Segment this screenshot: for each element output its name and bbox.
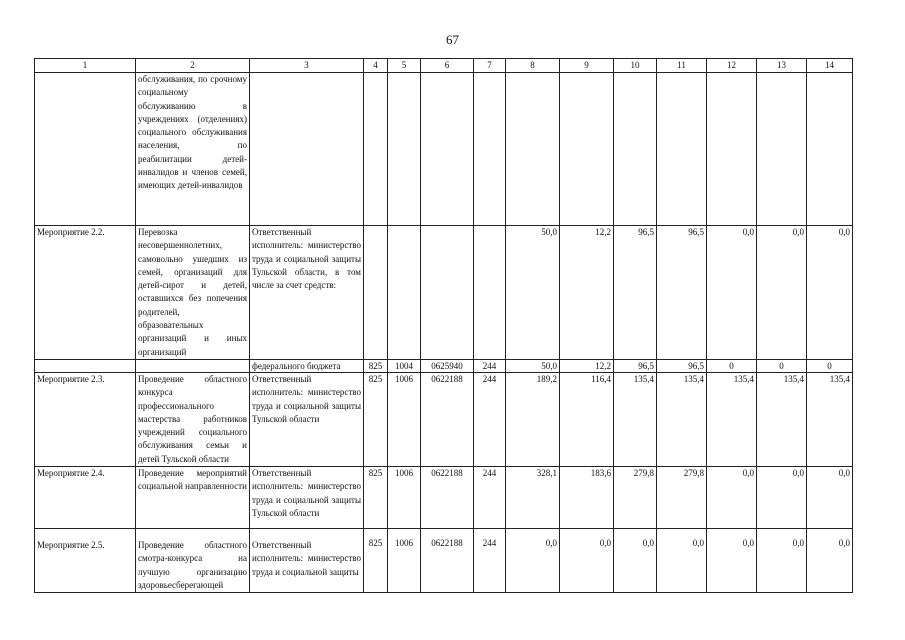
header-row — [35, 59, 853, 73]
value-cell — [560, 73, 614, 226]
code-cell — [474, 73, 506, 226]
event-cell — [35, 360, 136, 373]
table-row — [35, 529, 853, 593]
value-cell: 135,4 — [807, 373, 853, 467]
value-cell: 183,6 — [560, 467, 614, 529]
value-cell: 96,5 — [657, 360, 707, 373]
table-row — [35, 373, 853, 467]
value-cell: 0,0 — [707, 529, 757, 593]
value-cell: 0,0 — [560, 529, 614, 593]
executor-cell — [250, 73, 364, 226]
value-cell: 12,2 — [560, 226, 614, 360]
value-cell: 279,8 — [614, 467, 657, 529]
value-cell: 12,2 — [560, 360, 614, 373]
code-cell: 0622188 — [421, 373, 474, 467]
header-cell: 4 — [364, 59, 388, 73]
header-cell: 12 — [707, 59, 757, 73]
header-cell: 8 — [506, 59, 560, 73]
code-cell — [388, 73, 421, 226]
event-cell: Мероприятие 2.2. — [35, 226, 136, 360]
value-cell: 0,0 — [807, 529, 853, 593]
table-row — [35, 467, 853, 529]
description-cell: Проведение областного смотра-конкурса на лучшую организацию здоровьесберегающей — [136, 529, 250, 593]
table-row — [35, 73, 853, 226]
value-cell — [506, 73, 560, 226]
code-cell: 1006 — [388, 373, 421, 467]
code-cell: 0625940 — [421, 360, 474, 373]
header-cell: 6 — [421, 59, 474, 73]
code-cell — [474, 226, 506, 360]
header-cell: 7 — [474, 59, 506, 73]
header-cell: 14 — [807, 59, 853, 73]
code-cell — [364, 73, 388, 226]
code-cell: 1006 — [388, 467, 421, 529]
code-cell — [421, 226, 474, 360]
value-cell: 50,0 — [506, 360, 560, 373]
code-cell: 825 — [364, 529, 388, 593]
executor-cell: Ответственный исполнитель: министерство труда и социальной защиты — [250, 529, 364, 593]
header-cell: 9 — [560, 59, 614, 73]
code-cell: 0622188 — [421, 529, 474, 593]
value-cell: 135,4 — [614, 373, 657, 467]
code-cell — [364, 226, 388, 360]
value-cell: 0 — [807, 360, 853, 373]
value-cell: 0,0 — [506, 529, 560, 593]
code-cell: 244 — [474, 529, 506, 593]
description-cell — [136, 360, 250, 373]
code-cell: 1004 — [388, 360, 421, 373]
header-cell: 5 — [388, 59, 421, 73]
value-cell: 0,0 — [657, 529, 707, 593]
code-cell — [421, 73, 474, 226]
page-number: 67 — [446, 32, 459, 47]
value-cell: 328,1 — [506, 467, 560, 529]
executor-cell: Ответственный исполнитель: министерство труда и социальной защиты Тульской области — [250, 373, 364, 467]
value-cell: 0,0 — [757, 529, 807, 593]
code-cell: 825 — [364, 360, 388, 373]
code-cell: 1006 — [388, 529, 421, 593]
value-cell — [757, 73, 807, 226]
code-cell: 244 — [474, 360, 506, 373]
code-cell: 244 — [474, 467, 506, 529]
code-cell — [388, 226, 421, 360]
value-cell: 116,4 — [560, 373, 614, 467]
value-cell: 50,0 — [506, 226, 560, 360]
value-cell: 189,2 — [506, 373, 560, 467]
value-cell: 0 — [707, 360, 757, 373]
event-cell: Мероприятие 2.5. — [35, 529, 136, 593]
value-cell: 135,4 — [657, 373, 707, 467]
value-cell: 96,5 — [657, 226, 707, 360]
value-cell: 0,0 — [807, 467, 853, 529]
description-cell: обслуживания, по срочному социальному обслуживанию в учреждениях (отделениях) социального обслуживания населения, по реабилитации детей-инвалидов и членов семей, имеющих детей-инвалидов — [136, 73, 250, 226]
code-cell: 0622188 — [421, 467, 474, 529]
value-cell: 0,0 — [707, 226, 757, 360]
value-cell: 135,4 — [707, 373, 757, 467]
event-cell — [35, 73, 136, 226]
description-cell: Проведение областного конкурса профессионального мастерства работников учреждений социального обслуживания семьи и детей Тульской области — [136, 373, 250, 467]
header-cell: 2 — [136, 59, 250, 73]
value-cell: 0,0 — [757, 467, 807, 529]
value-cell: 135,4 — [757, 373, 807, 467]
value-cell — [807, 73, 853, 226]
code-cell: 825 — [364, 467, 388, 529]
executor-cell: Ответственный исполнитель: министерство труда и социальной защиты Тульской области — [250, 467, 364, 529]
header-cell: 1 — [35, 59, 136, 73]
value-cell: 279,8 — [657, 467, 707, 529]
value-cell: 0,0 — [807, 226, 853, 360]
value-cell: 0,0 — [757, 226, 807, 360]
event-cell: Мероприятие 2.4. — [35, 467, 136, 529]
executor-cell: федерального бюджета — [250, 360, 364, 373]
value-cell: 0,0 — [614, 529, 657, 593]
code-cell: 825 — [364, 373, 388, 467]
header-cell: 10 — [614, 59, 657, 73]
value-cell — [657, 73, 707, 226]
description-cell: Перевозка несовершеннолетних, самовольно ушедших из семей, организаций для детей-сирот и детей, оставшихся без попечения родителей, образовательных организаций и иных организаций — [136, 226, 250, 360]
value-cell — [707, 73, 757, 226]
value-cell: 96,5 — [614, 226, 657, 360]
value-cell: 96,5 — [614, 360, 657, 373]
table-row — [35, 360, 853, 373]
table-row — [35, 226, 853, 360]
value-cell: 0,0 — [707, 467, 757, 529]
description-cell: Проведение мероприятий социальной направленности — [136, 467, 250, 529]
header-cell: 11 — [657, 59, 707, 73]
code-cell: 244 — [474, 373, 506, 467]
header-cell: 13 — [757, 59, 807, 73]
value-cell — [614, 73, 657, 226]
executor-cell: Ответственный исполнитель: министерство труда и социальной защиты Тульской области, в том числе за счет средств: — [250, 226, 364, 360]
event-cell: Мероприятие 2.3. — [35, 373, 136, 467]
header-cell: 3 — [250, 59, 364, 73]
value-cell: 0 — [757, 360, 807, 373]
program-table — [34, 58, 853, 593]
